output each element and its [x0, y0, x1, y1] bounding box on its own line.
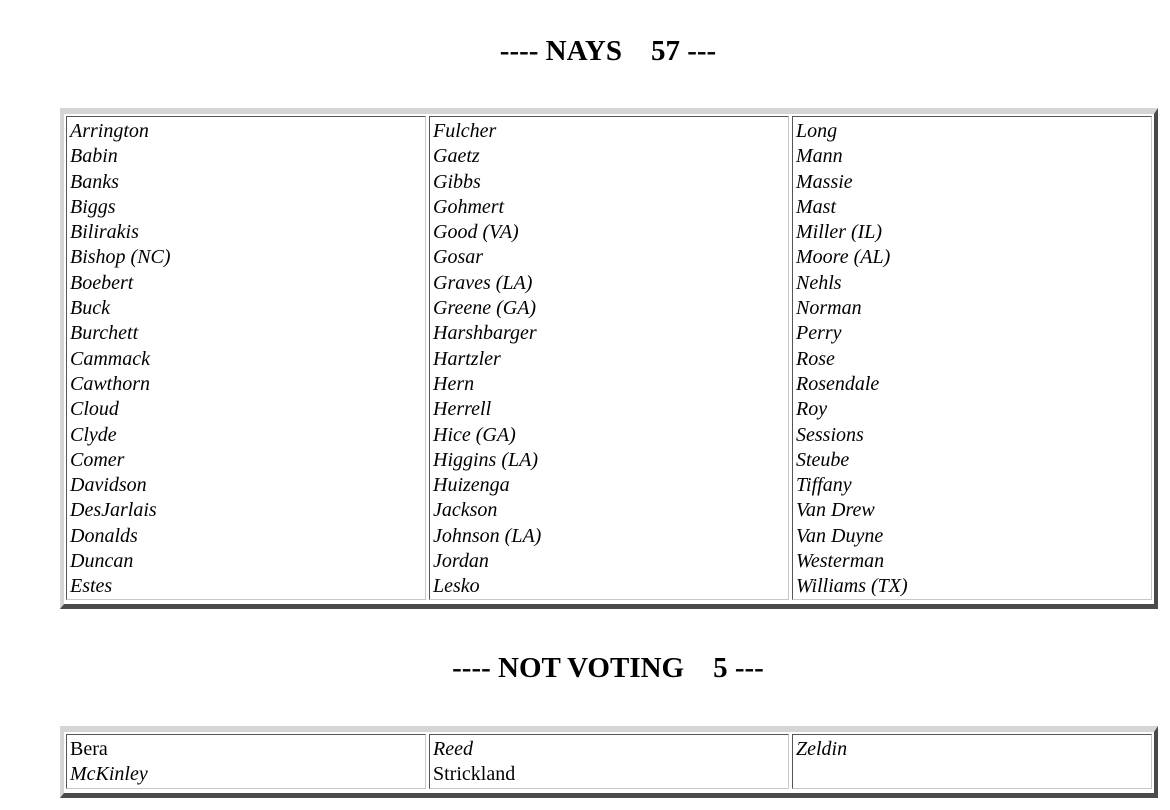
member-name: Mann — [796, 145, 843, 168]
member-name: Sessions — [796, 423, 864, 446]
member-name: Steube — [796, 448, 850, 471]
member-name: Davidson — [70, 474, 147, 497]
member-name: Harshbarger — [433, 322, 537, 345]
member-name: Greene (GA) — [433, 297, 537, 320]
member-name: Bilirakis — [70, 221, 139, 244]
member-name: Arrington — [70, 120, 149, 142]
member-name: Gohmert — [433, 195, 505, 218]
member-name: Cloud — [70, 398, 119, 421]
member-name: Norman — [796, 297, 862, 320]
member-name: Herrell — [433, 398, 492, 421]
member-name: Biggs — [70, 195, 116, 218]
member-name: Cammack — [70, 347, 150, 370]
member-name: Strickland — [433, 763, 516, 786]
member-name: Babin — [70, 145, 118, 168]
member-name: Johnson (LA) — [433, 524, 542, 547]
not-voting-table — [60, 726, 1158, 798]
nays-column-3 — [792, 116, 1152, 600]
member-name: Gibbs — [433, 170, 481, 193]
member-name: Perry — [796, 322, 842, 345]
nays-heading: ---- NAYS 57 --- — [499, 35, 717, 67]
member-name: Comer — [70, 448, 125, 471]
member-name: McKinley — [70, 763, 148, 786]
not-voting-column-2 — [429, 734, 789, 789]
not-voting-column-1 — [66, 734, 426, 789]
member-name: Miller (IL) — [796, 221, 883, 244]
member-name: Van Drew — [796, 499, 875, 522]
member-name: Gosar — [433, 246, 484, 269]
not-voting-column-3 — [792, 734, 1152, 789]
member-name: Cawthorn — [70, 372, 151, 395]
member-name: Tiffany — [796, 474, 852, 497]
member-name: Bishop (NC) — [70, 246, 171, 269]
member-name: Burchett — [70, 322, 139, 345]
member-name: Duncan — [70, 550, 134, 573]
member-name: Rose — [796, 347, 835, 370]
member-name: Higgins (LA) — [433, 448, 538, 471]
member-name: Roy — [796, 398, 828, 421]
member-name: Donalds — [70, 524, 138, 547]
member-name: Bera — [70, 738, 108, 760]
member-name: Rosendale — [796, 372, 880, 395]
member-name: Jordan — [433, 550, 489, 573]
nays-table — [60, 108, 1158, 609]
member-name: Hice (GA) — [433, 423, 516, 446]
member-name: Huizenga — [433, 474, 510, 497]
member-name: Hartzler — [433, 347, 501, 370]
member-name: Lesko — [433, 575, 480, 598]
member-name: Reed — [433, 738, 473, 760]
member-name: Fulcher — [433, 120, 497, 142]
member-name: Jackson — [433, 499, 498, 522]
member-name: Good (VA) — [433, 221, 519, 244]
member-name: Boebert — [70, 271, 134, 294]
member-name: Gaetz — [433, 145, 480, 168]
member-name: Van Duyne — [796, 524, 884, 547]
member-name: Nehls — [796, 271, 842, 294]
member-name: Mast — [796, 195, 836, 218]
not-voting-heading: ---- NOT VOTING 5 --- — [452, 652, 764, 684]
member-name: DesJarlais — [70, 499, 157, 522]
nays-column-1 — [66, 116, 426, 600]
member-name: Long — [796, 120, 838, 142]
nays-column-2 — [429, 116, 789, 600]
member-name: Zeldin — [796, 738, 848, 760]
member-name: Moore (AL) — [796, 246, 891, 269]
member-name: Estes — [70, 575, 113, 598]
member-name: Clyde — [70, 423, 117, 446]
member-name: Williams (TX) — [796, 575, 908, 598]
member-name: Massie — [796, 170, 853, 193]
member-name: Westerman — [796, 550, 885, 573]
member-name: Buck — [70, 297, 110, 320]
member-name: Hern — [433, 372, 475, 395]
member-name: Graves (LA) — [433, 271, 533, 294]
member-name: Banks — [70, 170, 119, 193]
